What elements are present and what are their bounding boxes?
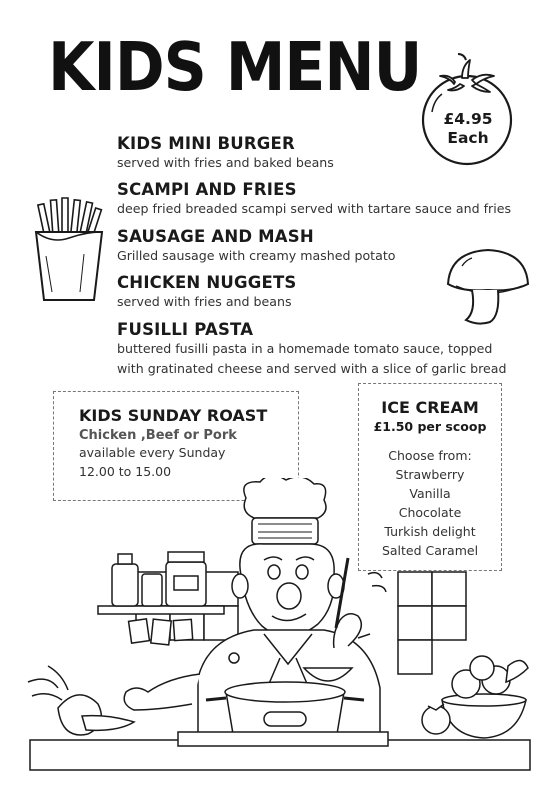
flavour-item: Chocolate [398, 505, 462, 520]
price-label: Each [447, 129, 489, 147]
mushroom-icon [442, 246, 534, 328]
menu-item-sausage [117, 227, 395, 266]
roast-options: Chicken ,Beef or Pork [79, 428, 237, 443]
item-desc: served with fries and baked beans [117, 155, 334, 170]
ice-cream-choose-label: Choose from: [388, 448, 472, 463]
item-name: SAUSAGE AND MASH [117, 227, 314, 246]
item-name: SCAMPI AND FRIES [117, 180, 297, 199]
menu-item-burger [117, 134, 334, 173]
price-badge [430, 110, 506, 148]
roast-title: KIDS SUNDAY ROAST [79, 406, 268, 425]
item-desc: Grilled sausage with creamy mashed potato [117, 248, 396, 263]
item-desc-line: with gratinated cheese and served with a slice of garlic bread [117, 361, 507, 376]
flavour-item: Salted Caramel [381, 543, 479, 558]
ice-cream-price: £1.50 per scoop [373, 419, 487, 434]
menu-item-pasta [117, 320, 507, 379]
roast-availability: available every Sunday [79, 445, 226, 460]
fries-icon [28, 196, 110, 304]
menu-title: KIDS MENU [48, 28, 422, 107]
flavour-item: Turkish delight [384, 524, 476, 539]
flavour-item: Strawberry [395, 467, 465, 482]
item-name: KIDS MINI BURGER [117, 134, 295, 153]
flavour-item: Vanilla [409, 486, 451, 501]
ice-cream-box [358, 383, 502, 571]
price-amount: £4.95 [443, 110, 493, 128]
item-name: CHICKEN NUGGETS [117, 273, 297, 292]
menu-item-nuggets [117, 273, 296, 312]
item-desc-line: buttered fusilli pasta in a homemade tomato sauce, topped [117, 341, 493, 356]
item-desc: deep fried breaded scampi served with tartare sauce and fries [117, 201, 512, 216]
ice-cream-title: ICE CREAM [381, 398, 479, 417]
roast-hours: 12.00 to 15.00 [79, 464, 172, 479]
menu-item-scampi [117, 180, 511, 219]
item-name: FUSILLI PASTA [117, 320, 254, 339]
item-desc: served with fries and beans [117, 294, 292, 309]
